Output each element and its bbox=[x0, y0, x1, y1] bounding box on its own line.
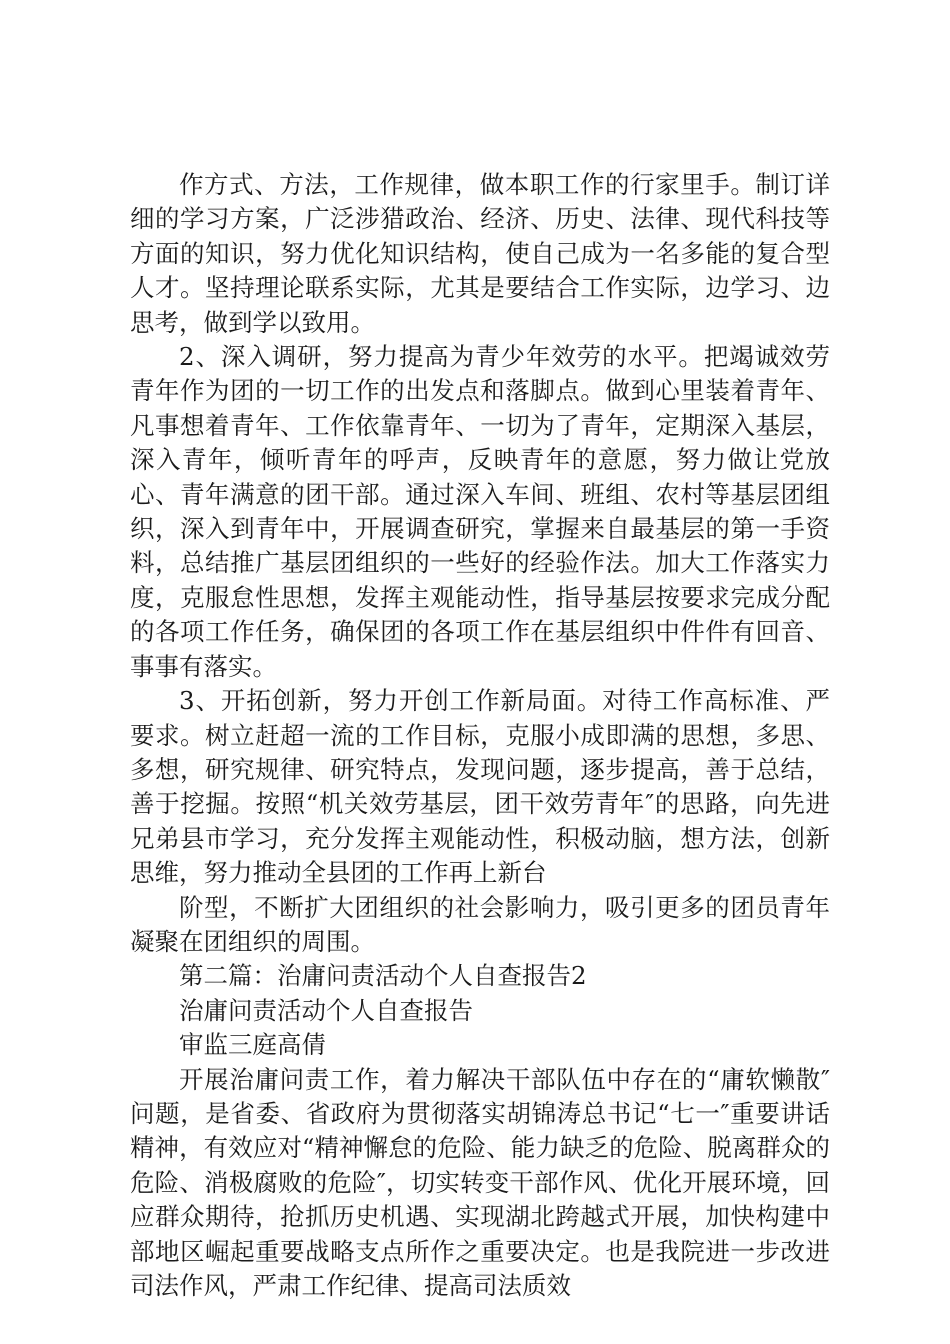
paragraph-continuation: 作方式、方法，工作规律，做本职工作的行家里手。制订详细的学习方案，广泛涉猎政治、经济、历史、法律、现代科技等方面的知识，努力优化知识结构，使自己成为一名多能的复合型人才。坚持理论联系实际，尤其是要结合工作实际，边学习、边思考，做到学以致用。 bbox=[130, 170, 830, 337]
paragraph-item-2: 2、深入调研，努力提高为青少年效劳的水平。把竭诚效劳青年作为团的一切工作的出发点和落脚点。做到心里装着青年、凡事想着青年、工作依靠青年、一切为了青年，定期深入基层，深入青年，倾听青年的呼声，反映青年的意愿，努力做让党放心、青年满意的团干部。通过深入车间、班组、农村等基层团组织，深入到青年中，开展调查研究，掌握来自最基层的第一手资料，总结推广基层团组织的一些好的经验作法。加大工作落实力度，克服怠性思想，发挥主观能动性，指导基层按要求完成分配的各项工作任务，确保团的各项工作在基层组织中件件有回音、事事有落实。 bbox=[130, 342, 830, 681]
paragraph-closing: 阶型，不断扩大团组织的社会影响力，吸引更多的团员青年凝聚在团组织的周围。 bbox=[130, 892, 830, 956]
paragraph-body: 开展治庸问责工作，着力解决干部队伍中存在的“庸软懒散″问题，是省委、省政府为贯彻落实胡锦涛总书记“七一″重要讲话精神，有效应对“精神懈怠的危险、能力缺乏的危险、脱离群众的危险、消极腐败的危险″，切实转变干部作风、优化开展环境，回应群众期待，抢抓历史机遇、实现湖北跨越式开展，加快构建中部地区崛起重要战略支点所作之重要决定。也是我院进一步改进司法作风，严肃工作纪律、提高司法质效 bbox=[130, 1064, 830, 1300]
report-title: 治庸问责活动个人自查报告 bbox=[179, 995, 473, 1025]
author-line: 审监三庭高倩 bbox=[179, 1030, 326, 1060]
document-page bbox=[130, 168, 830, 1303]
section-heading: 第二篇：治庸问责活动个人自查报告2 bbox=[179, 961, 587, 991]
paragraph-item-3: 3、开拓创新，努力开创工作新局面。对待工作高标准、严要求。树立赶超一流的工作目标，克服小成即满的思想，多思、多想，研究规律、研究特点，发现问题，逐步提高，善于总结，善于挖掘。按照“机关效劳基层，团干效劳青年″的思路，向先进兄弟县市学习，充分发挥主观能动性，积极动脑，想方法，创新思维，努力推动全县团的工作再上新台 bbox=[130, 686, 830, 888]
